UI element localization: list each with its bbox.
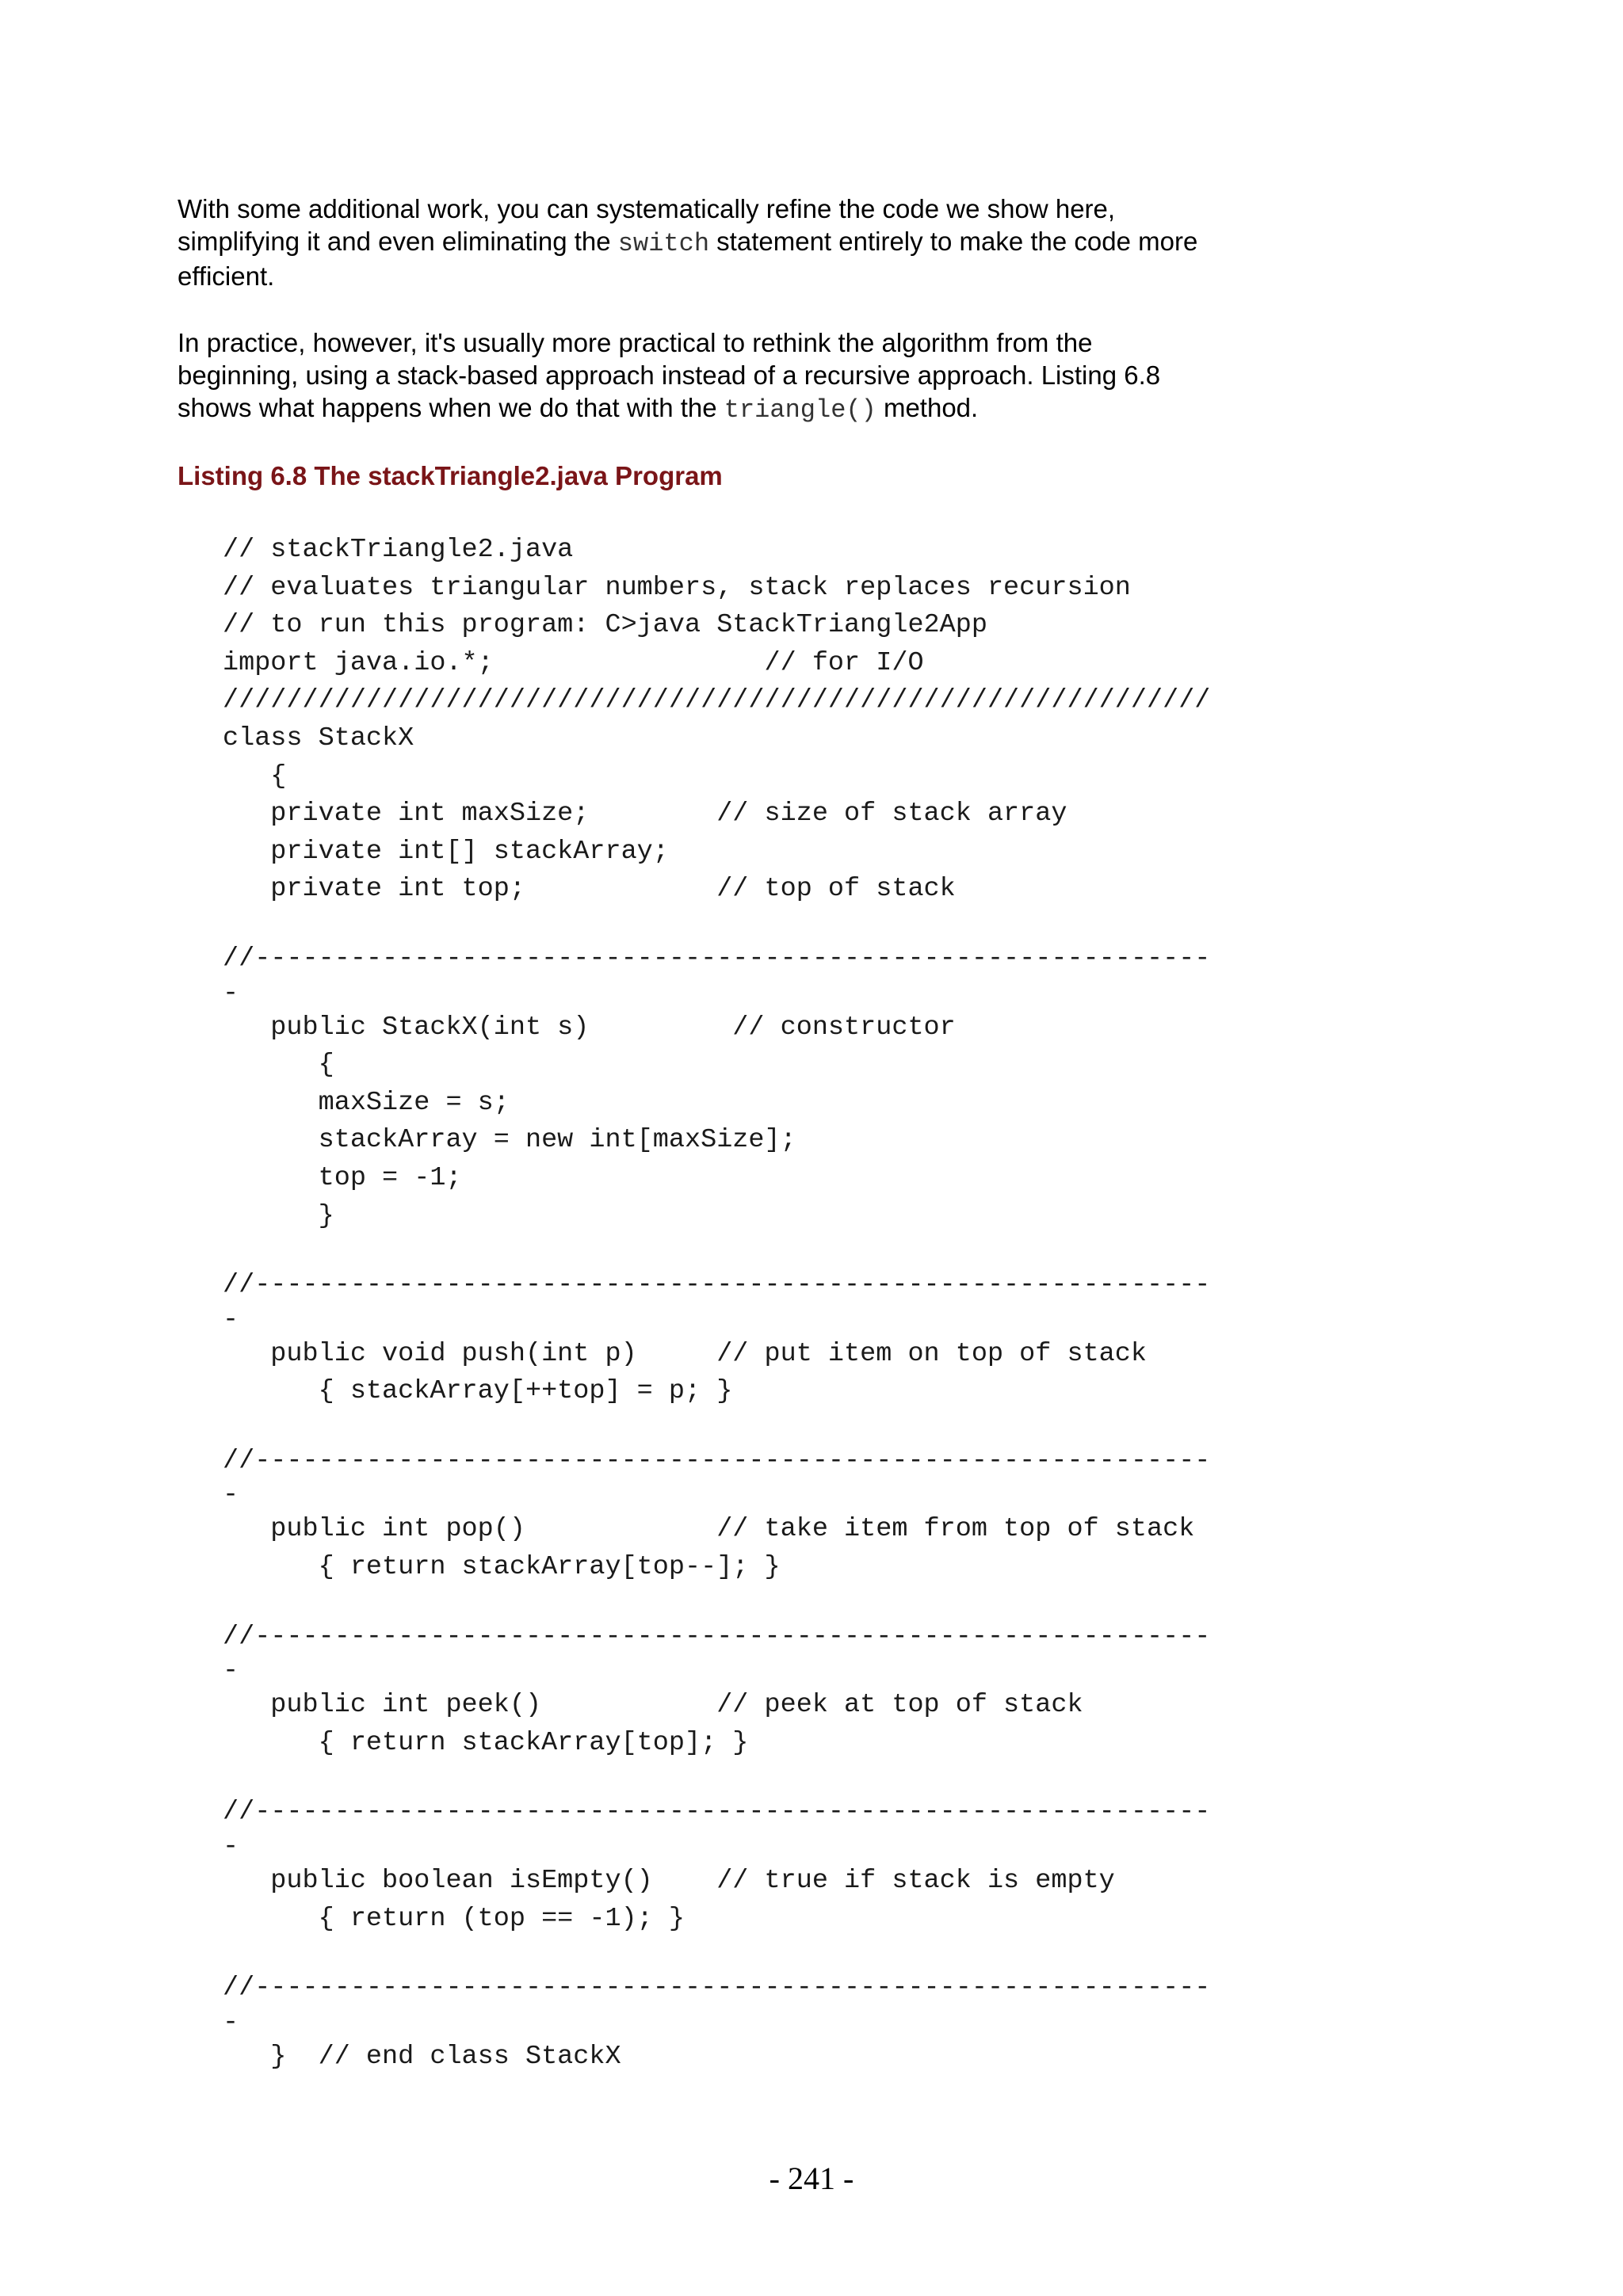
code-line: { return stackArray[top]; } xyxy=(223,1727,749,1758)
code-listing xyxy=(223,532,1210,2076)
code-line: // to run this program: C>java StackTriangle2App xyxy=(223,610,987,641)
intro-paragraph xyxy=(178,193,1303,292)
code-line: public boolean isEmpty() // true if stack is empty xyxy=(223,1866,1115,1897)
code-line: //------------------------------------------------------------ xyxy=(223,1973,1211,2004)
paragraph-line: beginning, using a stack-based approach instead of a recursive approach. Listing 6.8 xyxy=(178,360,1161,390)
inline-code-switch: switch xyxy=(617,229,710,258)
code-line: public void push(int p) // put item on top of stack xyxy=(223,1338,1147,1369)
listing-heading: Listing 6.8 The stackTriangle2.java Program xyxy=(178,461,723,490)
inline-code-triangle: triangle() xyxy=(724,395,876,425)
code-line: - xyxy=(223,1832,239,1863)
paragraph-text: method. xyxy=(876,393,979,422)
code-line: } // end class StackX xyxy=(223,2041,621,2072)
code-line: { return (top == -1); } xyxy=(223,1903,685,1934)
page-number: - 241 - xyxy=(769,2161,854,2196)
code-line: - xyxy=(223,2007,239,2038)
code-line: { xyxy=(223,761,287,791)
paragraph-line xyxy=(178,225,1303,260)
paragraph-line: With some additional work, you can systematically refine the code we show here, xyxy=(178,194,1116,223)
code-line: } xyxy=(223,1200,334,1231)
code-line: - xyxy=(223,1480,239,1511)
code-line xyxy=(223,1938,1210,1970)
code-line xyxy=(223,1587,1210,1619)
paragraph-text: statement entirely to make the code more xyxy=(709,227,1198,256)
code-line xyxy=(223,1235,1210,1267)
code-line: public int peek() // peek at top of stack xyxy=(223,1690,1083,1721)
code-line: private int[] stackArray; xyxy=(223,836,669,867)
code-line: top = -1; xyxy=(223,1162,462,1193)
code-line: // stackTriangle2.java xyxy=(223,535,574,565)
code-line: stackArray = new int[maxSize]; xyxy=(223,1125,796,1156)
code-line: //------------------------------------------------------------ xyxy=(223,1270,1211,1301)
code-line: - xyxy=(223,1304,239,1335)
code-line: maxSize = s; xyxy=(223,1087,510,1118)
code-line: - xyxy=(223,1656,239,1687)
code-line xyxy=(223,1411,1210,1443)
code-line: { return stackArray[top--]; } xyxy=(223,1552,781,1583)
code-line: //------------------------------------------------------------ xyxy=(223,1445,1211,1476)
paragraph-line: In practice, however, it's usually more practical to rethink the algorithm from the xyxy=(178,328,1093,357)
paragraph-text: simplifying it and even eliminating the xyxy=(178,227,618,256)
code-line: private int maxSize; // size of stack array xyxy=(223,799,1067,830)
paragraph-line: efficient. xyxy=(178,261,275,291)
code-line: public int pop() // take item from top of stack xyxy=(223,1514,1195,1545)
code-line: { stackArray[++top] = p; } xyxy=(223,1376,733,1407)
code-line: { xyxy=(223,1050,334,1081)
code-line: import java.io.*; // for I/O xyxy=(223,647,924,678)
code-line: //------------------------------------------------------------ xyxy=(223,1797,1211,1828)
paragraph-text: shows what happens when we do that with the xyxy=(178,393,724,422)
code-line: // evaluates triangular numbers, stack replaces recursion xyxy=(223,572,1131,603)
code-line xyxy=(223,909,1210,940)
code-line: public StackX(int s) // constructor xyxy=(223,1012,956,1043)
practice-paragraph xyxy=(178,326,1303,426)
code-line: class StackX xyxy=(223,723,414,753)
code-line: ////////////////////////////////////////////////////////////// xyxy=(223,685,1211,716)
code-line: //------------------------------------------------------------ xyxy=(223,943,1211,974)
paragraph-line xyxy=(178,391,1303,426)
code-line xyxy=(223,1762,1210,1794)
code-line: //------------------------------------------------------------ xyxy=(223,1621,1211,1652)
code-line: private int top; // top of stack xyxy=(223,874,956,905)
code-line: - xyxy=(223,978,239,1009)
